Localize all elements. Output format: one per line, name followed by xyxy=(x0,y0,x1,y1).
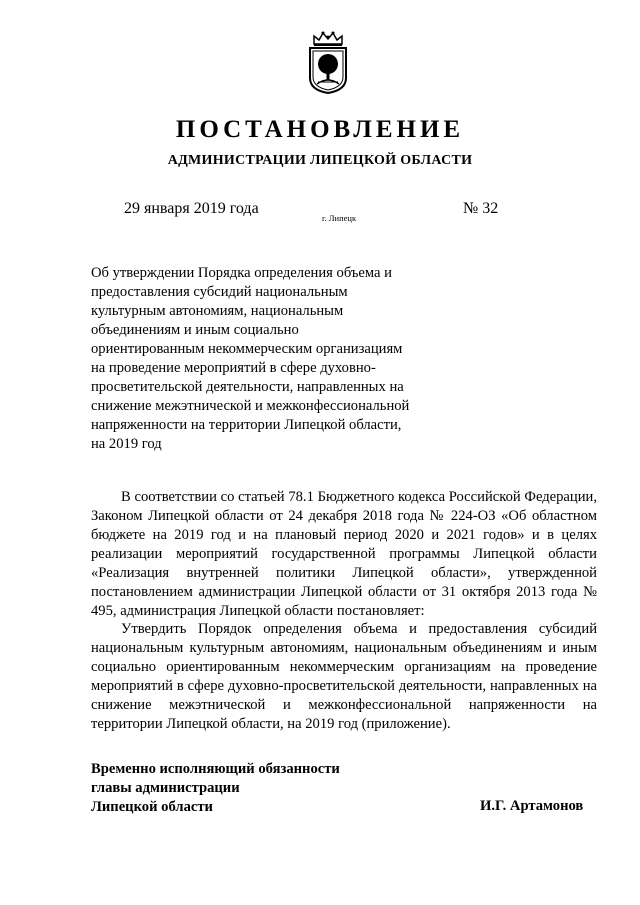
coat-of-arms-icon xyxy=(305,30,351,94)
body-paragraph-decision: Утвердить Порядок определения объема и предоставления субсидий национальным культурным автономиям, национальным объединениям и иным социально ориентированным некоммерческим организациям на проведение мероприятий в сфере духовно-просветительской деятельности, направленных на снижение межэтнической и межконфессиональной напряженности на территории Липецкой области, на 2019 год (приложение). xyxy=(91,621,597,732)
document-city: г. Липецк xyxy=(322,213,357,223)
document-issuer: АДМИНИСТРАЦИИ ЛИПЕЦКОЙ ОБЛАСТИ xyxy=(167,153,473,168)
document-subject: Об утверждении Порядка определения объема и предоставления субсидий национальным культурным автономиям, национальным объединениям и иным социально ориентированным некоммерческим организациям на проведение мероприятий в сфере духовно-просветительской деятельности, направленных на снижение межэтнической и межконфессиональной напряженности на территории Липецкой области, на 2019 год xyxy=(91,265,410,452)
signatory-name: И.Г. Артамонов xyxy=(480,798,584,814)
document-date: 29 января 2019 года xyxy=(124,200,259,217)
body-paragraph-preamble: В соответствии со статьей 78.1 Бюджетного кодекса Российской Федерации, Законом Липецкой области от 24 декабря 2018 года № 224-ОЗ «Об областном бюджете на 2019 год и на плановый период 2020 и 2021 годов» и в целях реализации мероприятий государственной программы Липецкой области «Реализация внутренней политики Липецкой области», утвержденной постановлением администрации Липецкой области от 31 октября 2013 года № 495, администрация Липецкой области постановляет: xyxy=(91,489,597,619)
signatory-position-line: главы администрации xyxy=(91,780,240,796)
document-number: № 32 xyxy=(463,200,499,217)
document-title: ПОСТАНОВЛЕНИЕ xyxy=(175,116,465,143)
signatory-position-line: Временно исполняющий обязанности xyxy=(91,761,340,777)
signatory-position xyxy=(91,760,340,817)
signatory-position-line: Липецкой области xyxy=(91,799,213,815)
